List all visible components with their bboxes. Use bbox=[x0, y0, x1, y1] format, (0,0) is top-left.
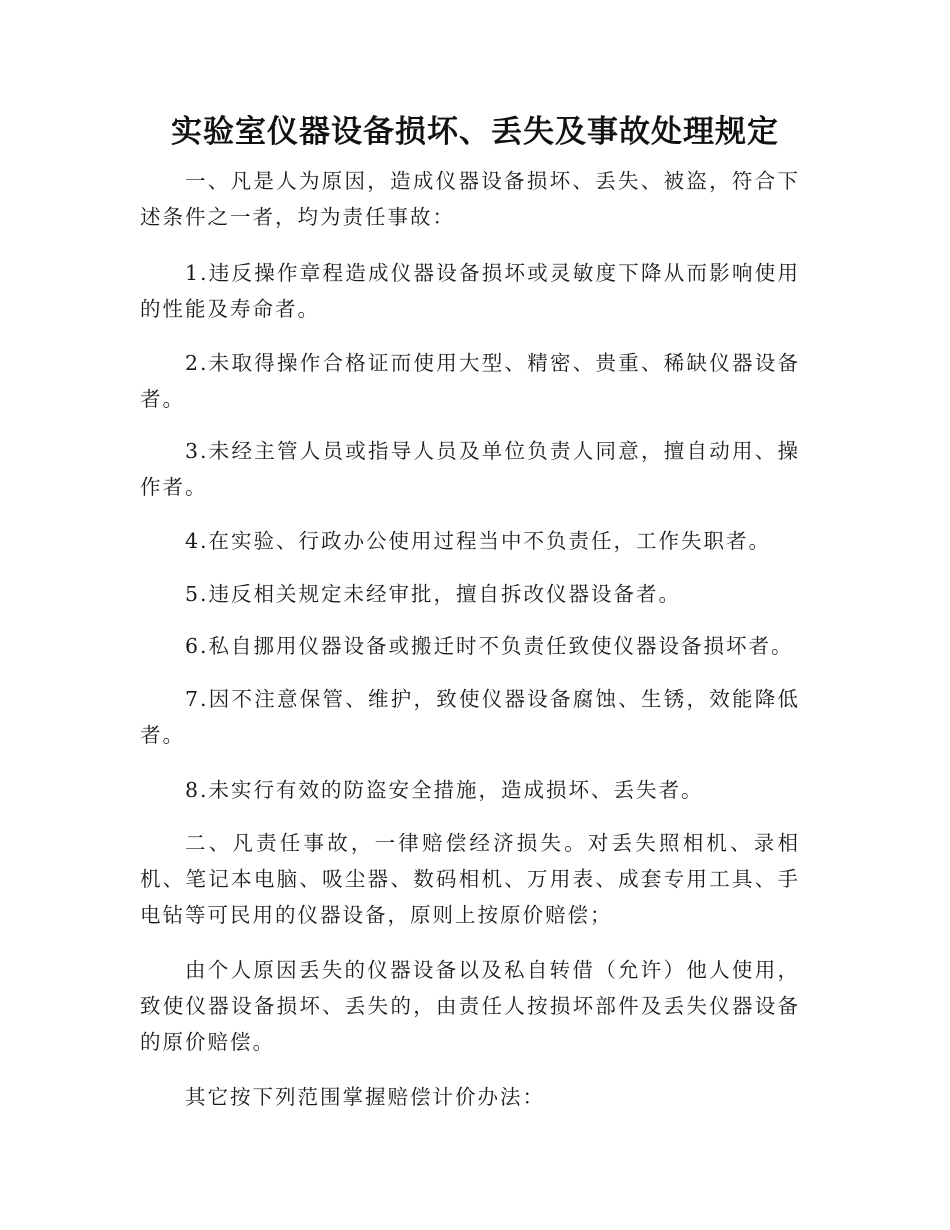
paragraph-4: 3.未经主管人员或指导人员及单位负责人同意，擅自动用、操作者。 bbox=[140, 439, 800, 499]
paragraph-2: 1.违反操作章程造成仪器设备损坏或灵敏度下降从而影响使用的性能及寿命者。 bbox=[140, 261, 800, 321]
document-title: 实验室仪器设备损坏、丢失及事故处理规定 bbox=[171, 114, 779, 150]
paragraph-5: 4.在实验、行政办公使用过程当中不负责任，工作失职者。 bbox=[185, 529, 772, 553]
paragraph-7: 6.私自挪用仪器设备或搬迁时不负责任致使仪器设备损坏者。 bbox=[185, 634, 794, 658]
paragraph-11: 由个人原因丢失的仪器设备以及私自转借（允许）他人使用，致使仪器设备损坏、丢失的，由责任人按损坏部件及丢失仪器设备的原价赔偿。 bbox=[140, 958, 800, 1054]
paragraph-8: 7.因不注意保管、维护，致使仪器设备腐蚀、生锈，效能降低者。 bbox=[140, 687, 800, 747]
paragraph-3: 2.未取得操作合格证而使用大型、精密、贵重、稀缺仪器设备者。 bbox=[140, 351, 800, 411]
paragraph-6: 5.违反相关规定未经审批，擅自拆改仪器设备者。 bbox=[185, 582, 682, 606]
paragraph-10: 二、凡责任事故，一律赔偿经济损失。对丢失照相机、录相机、笔记本电脑、吸尘器、数码相机、万用表、成套专用工具、手电钻等可民用的仪器设备，原则上按原价赔偿； bbox=[140, 831, 800, 927]
paragraph-12: 其它按下列范围掌握赔偿计价办法： bbox=[185, 1085, 545, 1109]
paragraph-9: 8.未实行有效的防盗安全措施，造成损坏、丢失者。 bbox=[185, 778, 704, 802]
paragraph-1: 一、凡是人为原因，造成仪器设备损坏、丢失、被盗，符合下述条件之一者，均为责任事故： bbox=[140, 169, 800, 229]
